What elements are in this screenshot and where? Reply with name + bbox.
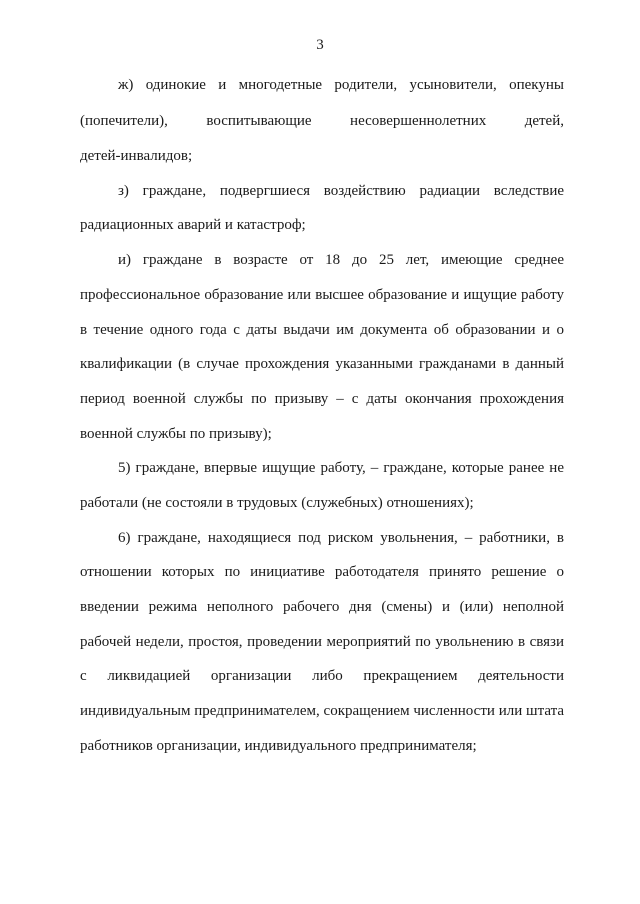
text-line-i-6: военной службы по призыву); <box>80 426 272 442</box>
text-line-i-5: период военной службы по призыву – с даты окончания прохождения <box>80 391 564 407</box>
text-line-6-4: рабочей недели, простоя, проведении мероприятий по увольнению в связи <box>80 634 564 650</box>
text-line-6-3: введении режима неполного рабочего дня (смены) и (или) неполной <box>80 599 564 615</box>
page-number: 3 <box>316 37 324 53</box>
text-line-5-1: 5) граждане, впервые ищущие работу, – граждане, которые ранее не <box>118 460 564 476</box>
text-line-zh-3: детей-инвалидов; <box>80 148 193 164</box>
text-line-zh-2: (попечители), воспитывающие несовершеннолетних детей, <box>80 113 564 129</box>
text-line-i-4: квалификации (в случае прохождения указанными гражданами в данный <box>80 356 564 372</box>
text-line-6-5: с ликвидацией организации либо прекращением деятельности <box>80 668 564 684</box>
text-line-6-6: индивидуальным предпринимателем, сокращением численности или штата <box>80 703 564 719</box>
text-line-z-2: радиационных аварий и катастроф; <box>80 217 306 233</box>
text-line-6-1: 6) граждане, находящиеся под риском увольнения, – работники, в <box>118 530 564 546</box>
text-line-6-2: отношении которых по инициативе работодателя принято решение о <box>80 564 564 580</box>
text-line-5-2: работали (не состояли в трудовых (служебных) отношениях); <box>80 495 474 511</box>
text-line-z-1: з) граждане, подвергшиеся воздействию радиации вследствие <box>118 183 564 199</box>
text-line-i-3: в течение одного года с даты выдачи им документа об образовании и о <box>80 322 564 338</box>
text-line-i-2: профессиональное образование или высшее образование и ищущие работу <box>80 287 564 303</box>
text-line-zh-1: ж) одинокие и многодетные родители, усыновители, опекуны <box>118 77 564 93</box>
text-line-6-7: работников организации, индивидуального предпринимателя; <box>80 738 477 754</box>
text-line-i-1: и) граждане в возрасте от 18 до 25 лет, имеющие среднее <box>118 252 564 268</box>
